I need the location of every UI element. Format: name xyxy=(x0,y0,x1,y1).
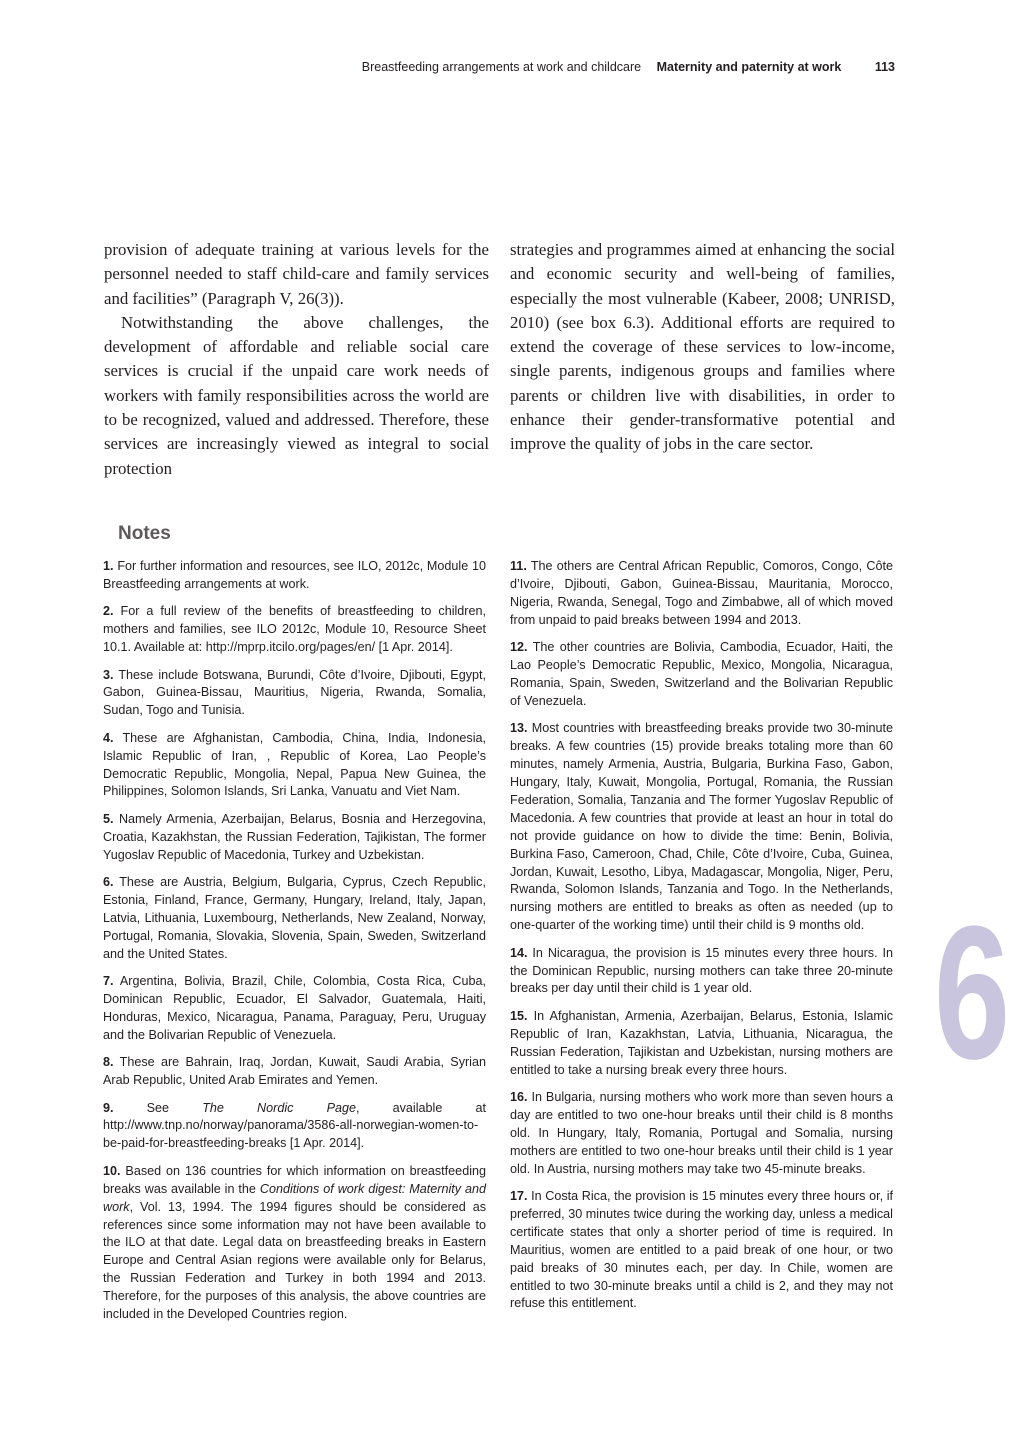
note-item xyxy=(103,603,486,657)
note-text: The others are Central African Republic, Comoros, Congo, Côte d’Ivoire, Djibouti, Gabon, Guinea-Bissau, Mauritania, Morocco, Nigeria, Rwanda, Senegal, Togo and Zimbabwe, all of which moved from unpaid to paid breaks between 1994 and 2013. xyxy=(510,559,893,627)
note-text: See xyxy=(146,1100,203,1115)
note-number: 7. xyxy=(103,974,114,989)
body-column-right xyxy=(510,238,895,457)
note-number: 13. xyxy=(510,721,528,736)
note-number: 10. xyxy=(103,1163,121,1178)
note-item xyxy=(510,945,893,999)
body-paragraph: strategies and programmes aimed at enhancing the social and economic security and well-being of families, especially the most vulnerable (Kabeer, 2008; UNRISD, 2010) (see box 6.3). Additional efforts are required to extend the coverage of these services to low-income, single parents, indigenous groups and families where parents or children live with disabilities, in order to enhance their gender-transformative potential and improve the quality of jobs in the care sector. xyxy=(510,240,895,454)
note-text: In Costa Rica, the provision is 15 minutes every three hours or, if preferred, 30 minutes twice during the working day, unless a medical certificate states that only a shorter period of time is required. In Mauritius, women are entitled to a paid break of one hour, or two paid breaks of 30 minutes each, per day. In Chile, women are entitled to two 30-minute breaks until a child is 2, and they may not refuse this entitlement. xyxy=(510,1189,894,1311)
body-paragraph: provision of adequate training at various levels for the personnel needed to staff child-care and family services and facilities” (Paragraph V, 26(3)). xyxy=(104,240,489,308)
note-text: Most countries with breastfeeding breaks provide two 30-minute breaks. A few countries (15) provide breaks totaling more than 60 minutes, namely Armenia, Austria, Bulgaria, Burkina Faso, Gabon, Hungary, Italy, Kuwait, Mongolia, Portugal, Romania, the Russian Federation, Somalia, Tanzania and The former Yugoslav Republic of Macedonia. A few countries that provide at least an hour in total do not provide guidance on how to divide the time: Benin, Bolivia, Burkina Faso, Cameroon, Chad, Chile, Côte d’Ivoire, Cuba, Guinea, Jordan, Kuwait, Lesotho, Libya, Madagascar, Mongolia, Niger, Peru, Rwanda, Solomon Islands, Tanzania and Togo. In the Netherlands, nursing mothers are entitled to breaks as often as needed (up to one-quarter of the working time) until their child is 9 months old. xyxy=(510,721,893,933)
note-number: 17. xyxy=(510,1189,528,1203)
chapter-number-tab: 6 xyxy=(934,887,1011,1099)
note-item xyxy=(510,639,893,711)
note-text: In Afghanistan, Armenia, Azerbaijan, Belarus, Estonia, Islamic Republic of Iran, Kazakhstan, Latvia, Lithuania, Nicaragua, the Russian Federation, Tajikistan and Uzbekistan, nursing mothers are entitled to take a nursing break every three hours. xyxy=(510,1008,893,1077)
note-text: Namely Armenia, Azerbaijan, Belarus, Bosnia and Herzegovina, Croatia, Kazakhstan, the Russian Federation, Tajikistan, The former Yugoslav Republic of Macedonia, Turkey and Uzbekistan. xyxy=(103,811,487,862)
note-number: 9. xyxy=(103,1100,114,1115)
note-text: These are Bahrain, Iraq, Jordan, Kuwait, Saudi Arabia, Syrian Arab Republic, United Arab Emirates and Yemen. xyxy=(103,1055,486,1088)
note-text: For a full review of the benefits of breastfeeding to children, mothers and families, see ILO 2012c, Module 10, Resource Sheet 10.1. Available at: http://mprp.itcilo.org/pages/en/ [1 Apr. 2014]. xyxy=(103,604,487,655)
note-number: 4. xyxy=(103,730,114,745)
note-number: 5. xyxy=(103,811,114,826)
note-italic-title: The Nordic Page xyxy=(202,1100,356,1115)
note-number: 14. xyxy=(510,945,528,960)
note-item xyxy=(103,1163,486,1324)
note-number: 11. xyxy=(510,559,527,573)
note-text: In Bulgaria, nursing mothers who work more than seven hours a day are entitled to two one-hour breaks until their child is 8 months old. In Hungary, Italy, Romania, Portugal and Somalia, nursing mothers are entitled to two one-hour breaks until their child is 1 year old. In Austria, nursing mothers may take two 45-minute breaks. xyxy=(510,1089,893,1176)
note-item xyxy=(510,1089,893,1179)
note-item xyxy=(103,730,486,802)
note-text: , available at http://www.tnp.no/norway/panorama/3586-all-norwegian-women-to-be-paid-for-breastfeeding-breaks [1 Apr. 2014]. xyxy=(103,1100,486,1151)
note-item xyxy=(103,667,486,721)
note-text: , Vol. 13, 1994. The 1994 figures should be considered as references since some information may not have been available to the ILO at that date. Legal data on breastfeeding breaks in Eastern Europe and Central Asian regions were available only for Belarus, the Russian Federation and Turkey in both 1994 and 2013. Therefore, for the purposes of this analysis, the above countries are included in the Developed Countries region. xyxy=(103,1199,486,1322)
note-item xyxy=(510,558,893,630)
note-item xyxy=(103,1054,486,1090)
notes-heading: Notes xyxy=(118,523,171,544)
note-item xyxy=(103,811,486,865)
note-number: 12. xyxy=(510,640,528,655)
note-text: These are Afghanistan, Cambodia, China, India, Indonesia, Islamic Republic of Iran, , Republic of Korea, Lao People’s Democratic Republic, Mongolia, Nepal, Papua New Guinea, the Philippines, Solomon Islands, Sri Lanka, Vanuatu and Viet Nam. xyxy=(103,730,487,799)
header-chapter-title: Maternity and paternity at work xyxy=(656,60,842,74)
note-text: Based on 136 countries for which information on breastfeeding breaks was available in the xyxy=(103,1163,486,1196)
note-text: In Nicaragua, the provision is 15 minutes every three hours. In the Dominican Republic, nursing mothers can take three 20-minute breaks per day until their child is 1 year old. xyxy=(510,945,893,996)
note-text: These include Botswana, Burundi, Côte d’Ivoire, Djibouti, Egypt, Gabon, Guinea-Bissau, Mauritius, Nigeria, Rwanda, Somalia, Sudan, Togo and Tunisia. xyxy=(103,667,486,718)
note-text: For further information and resources, see ILO, 2012c, Module 10 Breastfeeding arrangements at work. xyxy=(103,559,486,591)
notes-column-right xyxy=(510,558,893,1323)
note-text: These are Austria, Belgium, Bulgaria, Cyprus, Czech Republic, Estonia, Finland, France, Germany, Hungary, Ireland, Italy, Japan, Latvia, Lithuania, Luxembourg, Netherlands, New Zealand, Norway, Portugal, Romania, Slovakia, Slovenia, Spain, Sweden, Switzerland and the United States. xyxy=(103,875,486,961)
note-number: 3. xyxy=(103,667,114,682)
note-italic-title: Conditions of work digest: Maternity and work xyxy=(103,1181,486,1214)
body-paragraph: Notwithstanding the above challenges, the development of affordable and reliable social care services is crucial if the unpaid care work needs of workers with family responsibilities across the world are to be recognized, valued and addressed. Therefore, these services are increasingly viewed as integral to social protection xyxy=(104,312,489,478)
note-item xyxy=(510,1008,893,1080)
note-item xyxy=(103,874,486,964)
note-item xyxy=(103,558,486,594)
note-number: 8. xyxy=(103,1055,114,1070)
note-number: 2. xyxy=(103,604,114,619)
body-column-left xyxy=(104,238,489,481)
note-item xyxy=(103,1100,486,1154)
note-text: Argentina, Bolivia, Brazil, Chile, Colombia, Costa Rica, Cuba, Dominican Republic, Ecuador, El Salvador, Guatemala, Haiti, Honduras, Mexico, Nicaragua, Panama, Paraguay, Peru, Uruguay and the Bolivarian Republic of Venezuela. xyxy=(103,974,486,1042)
header-section-title: Breastfeeding arrangements at work and childcare xyxy=(361,60,642,74)
note-item xyxy=(510,1188,893,1313)
page-number: 113 xyxy=(874,60,895,74)
note-number: 16. xyxy=(510,1089,528,1104)
note-item xyxy=(103,973,486,1045)
note-number: 1. xyxy=(103,559,114,573)
notes-column-left xyxy=(103,558,486,1333)
note-item xyxy=(510,720,893,935)
note-text: The other countries are Bolivia, Cambodia, Ecuador, Haiti, the Lao People’s Democratic Republic, Mexico, Mongolia, Nicaragua, Romania, Spain, Sweden, Switzerland and the Bolivarian Republic of Venezuela. xyxy=(510,640,893,708)
note-number: 6. xyxy=(103,875,114,890)
running-header xyxy=(100,60,895,74)
note-number: 15. xyxy=(510,1008,528,1023)
